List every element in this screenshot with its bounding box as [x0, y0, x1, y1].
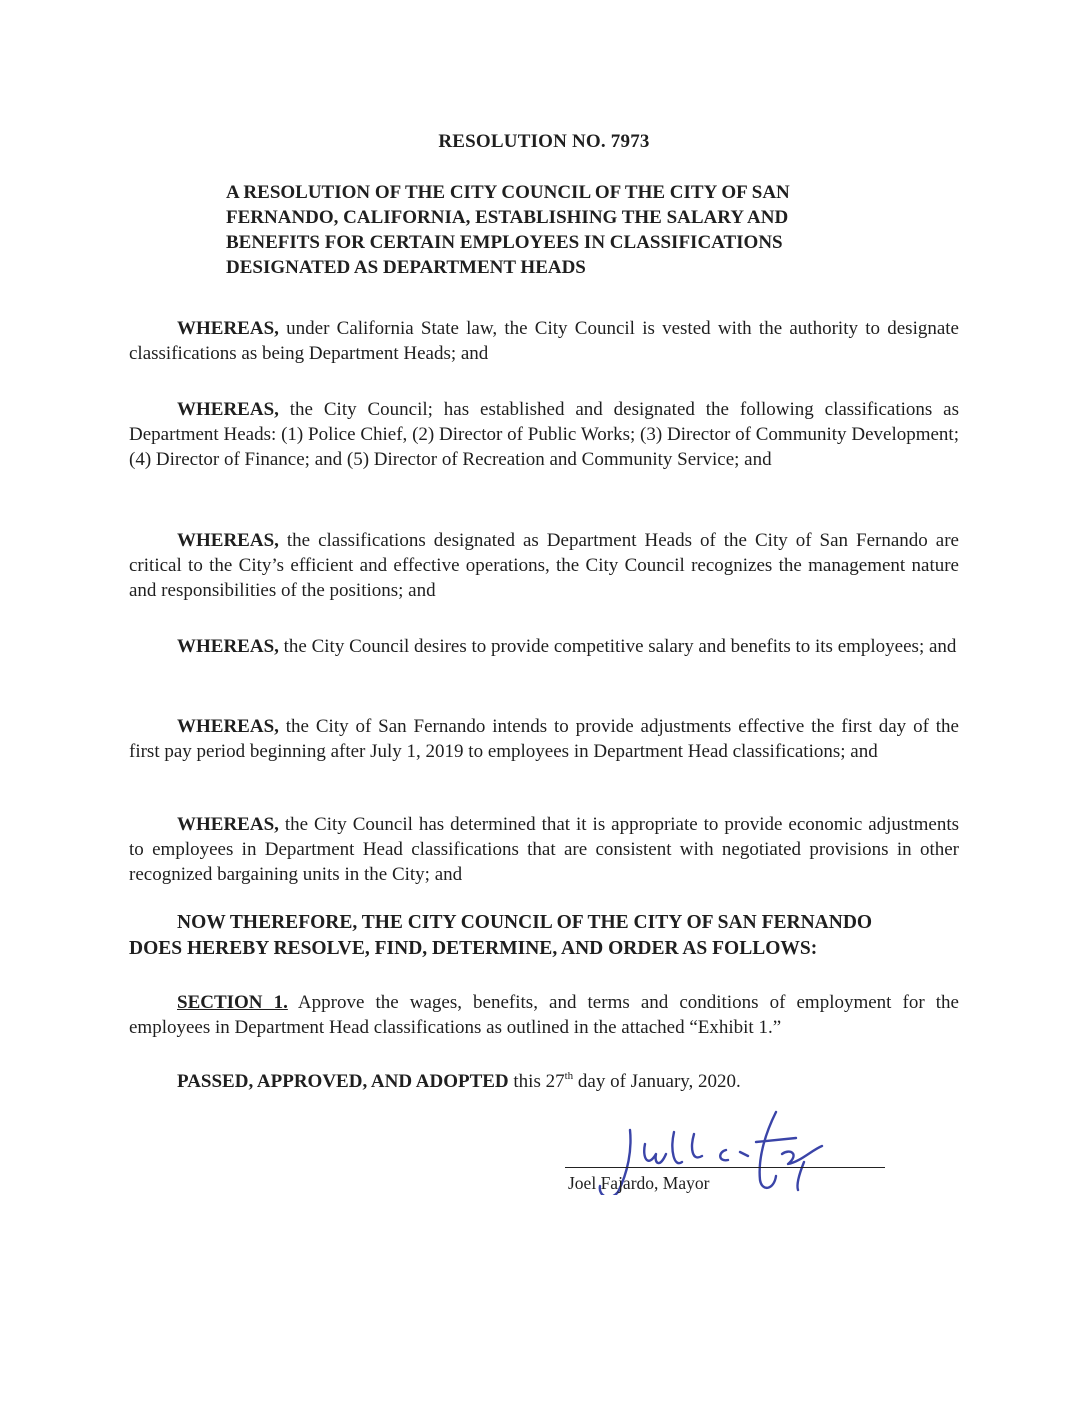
- whereas-paragraph-4: [129, 634, 959, 659]
- section-1-label: SECTION 1.: [177, 992, 288, 1013]
- adoption-text-before: this 27: [508, 1071, 565, 1092]
- whereas-text: the classifications designated as Department Heads of the City of San Fernando are critical to the City’s efficient and effective operations, the City Council recognizes the management nature and responsibilities of the positions; and: [129, 530, 959, 601]
- now-therefore-heading: [129, 910, 959, 962]
- resolution-number: RESOLUTION NO. 7973: [438, 131, 650, 152]
- whereas-paragraph-3: [129, 528, 959, 603]
- whereas-paragraph-6: [129, 812, 959, 887]
- now-therefore-line-1: NOW THEREFORE, THE CITY COUNCIL OF THE CITY OF SAN FERNANDO: [177, 912, 873, 933]
- adoption-superscript: th: [564, 1070, 574, 1082]
- whereas-paragraph-5: [129, 714, 959, 764]
- now-therefore-line-2: DOES HEREBY RESOLVE, FIND, DETERMINE, AND ORDER AS FOLLOWS:: [129, 938, 818, 959]
- whereas-paragraph-2: [129, 397, 959, 472]
- signatory-name: Joel Fajardo, Mayor: [568, 1173, 710, 1193]
- whereas-keyword: WHEREAS,: [177, 399, 279, 420]
- whereas-keyword: WHEREAS,: [177, 716, 279, 737]
- whereas-text: the City of San Fernando intends to provide adjustments effective the first day of the first pay period beginning after July 1, 2019 to employees in Department Head classifications; and: [129, 716, 959, 762]
- whereas-text: the City Council; has established and designated the following classifications as Department Heads: (1) Police Chief, (2) Director of Public Works; (3) Director of Community Development; (4) Director of Finance; and (5) Director of Recreation and Community Service; and: [129, 399, 959, 470]
- resolution-title: A RESOLUTION OF THE CITY COUNCIL OF THE CITY OF SAN FERNANDO, CALIFORNIA, ESTABLISHING THE SALARY AND BENEFITS FOR CERTAIN EMPLOYEES IN CLASSIFICATIONS DESIGNATED AS DEPARTMENT HEADS: [226, 182, 790, 278]
- whereas-keyword: WHEREAS,: [177, 318, 279, 339]
- signature-line: [565, 1167, 885, 1168]
- adoption-text-after: day of January, 2020.: [573, 1071, 741, 1092]
- whereas-paragraph-1: [129, 316, 959, 366]
- adoption-bold: PASSED, APPROVED, AND ADOPTED: [177, 1071, 509, 1092]
- whereas-text: the City Council has determined that it is appropriate to provide economic adjustments to employees in Department Head classifications that are consistent with negotiated provisions in other recognized bargaining units in the City; and: [129, 814, 959, 885]
- section-1-text: Approve the wages, benefits, and terms and conditions of employment for the employees in Department Head classifications as outlined in the attached “Exhibit 1.”: [129, 992, 959, 1038]
- whereas-text: under California State law, the City Council is vested with the authority to designate classifications as being Department Heads; and: [129, 318, 959, 364]
- section-1-paragraph: [129, 990, 959, 1040]
- whereas-text: the City Council desires to provide competitive salary and benefits to its employees; and: [278, 636, 957, 657]
- whereas-keyword: WHEREAS,: [177, 636, 279, 657]
- whereas-keyword: WHEREAS,: [177, 530, 279, 551]
- whereas-keyword: WHEREAS,: [177, 814, 279, 835]
- adoption-statement: [177, 1069, 741, 1094]
